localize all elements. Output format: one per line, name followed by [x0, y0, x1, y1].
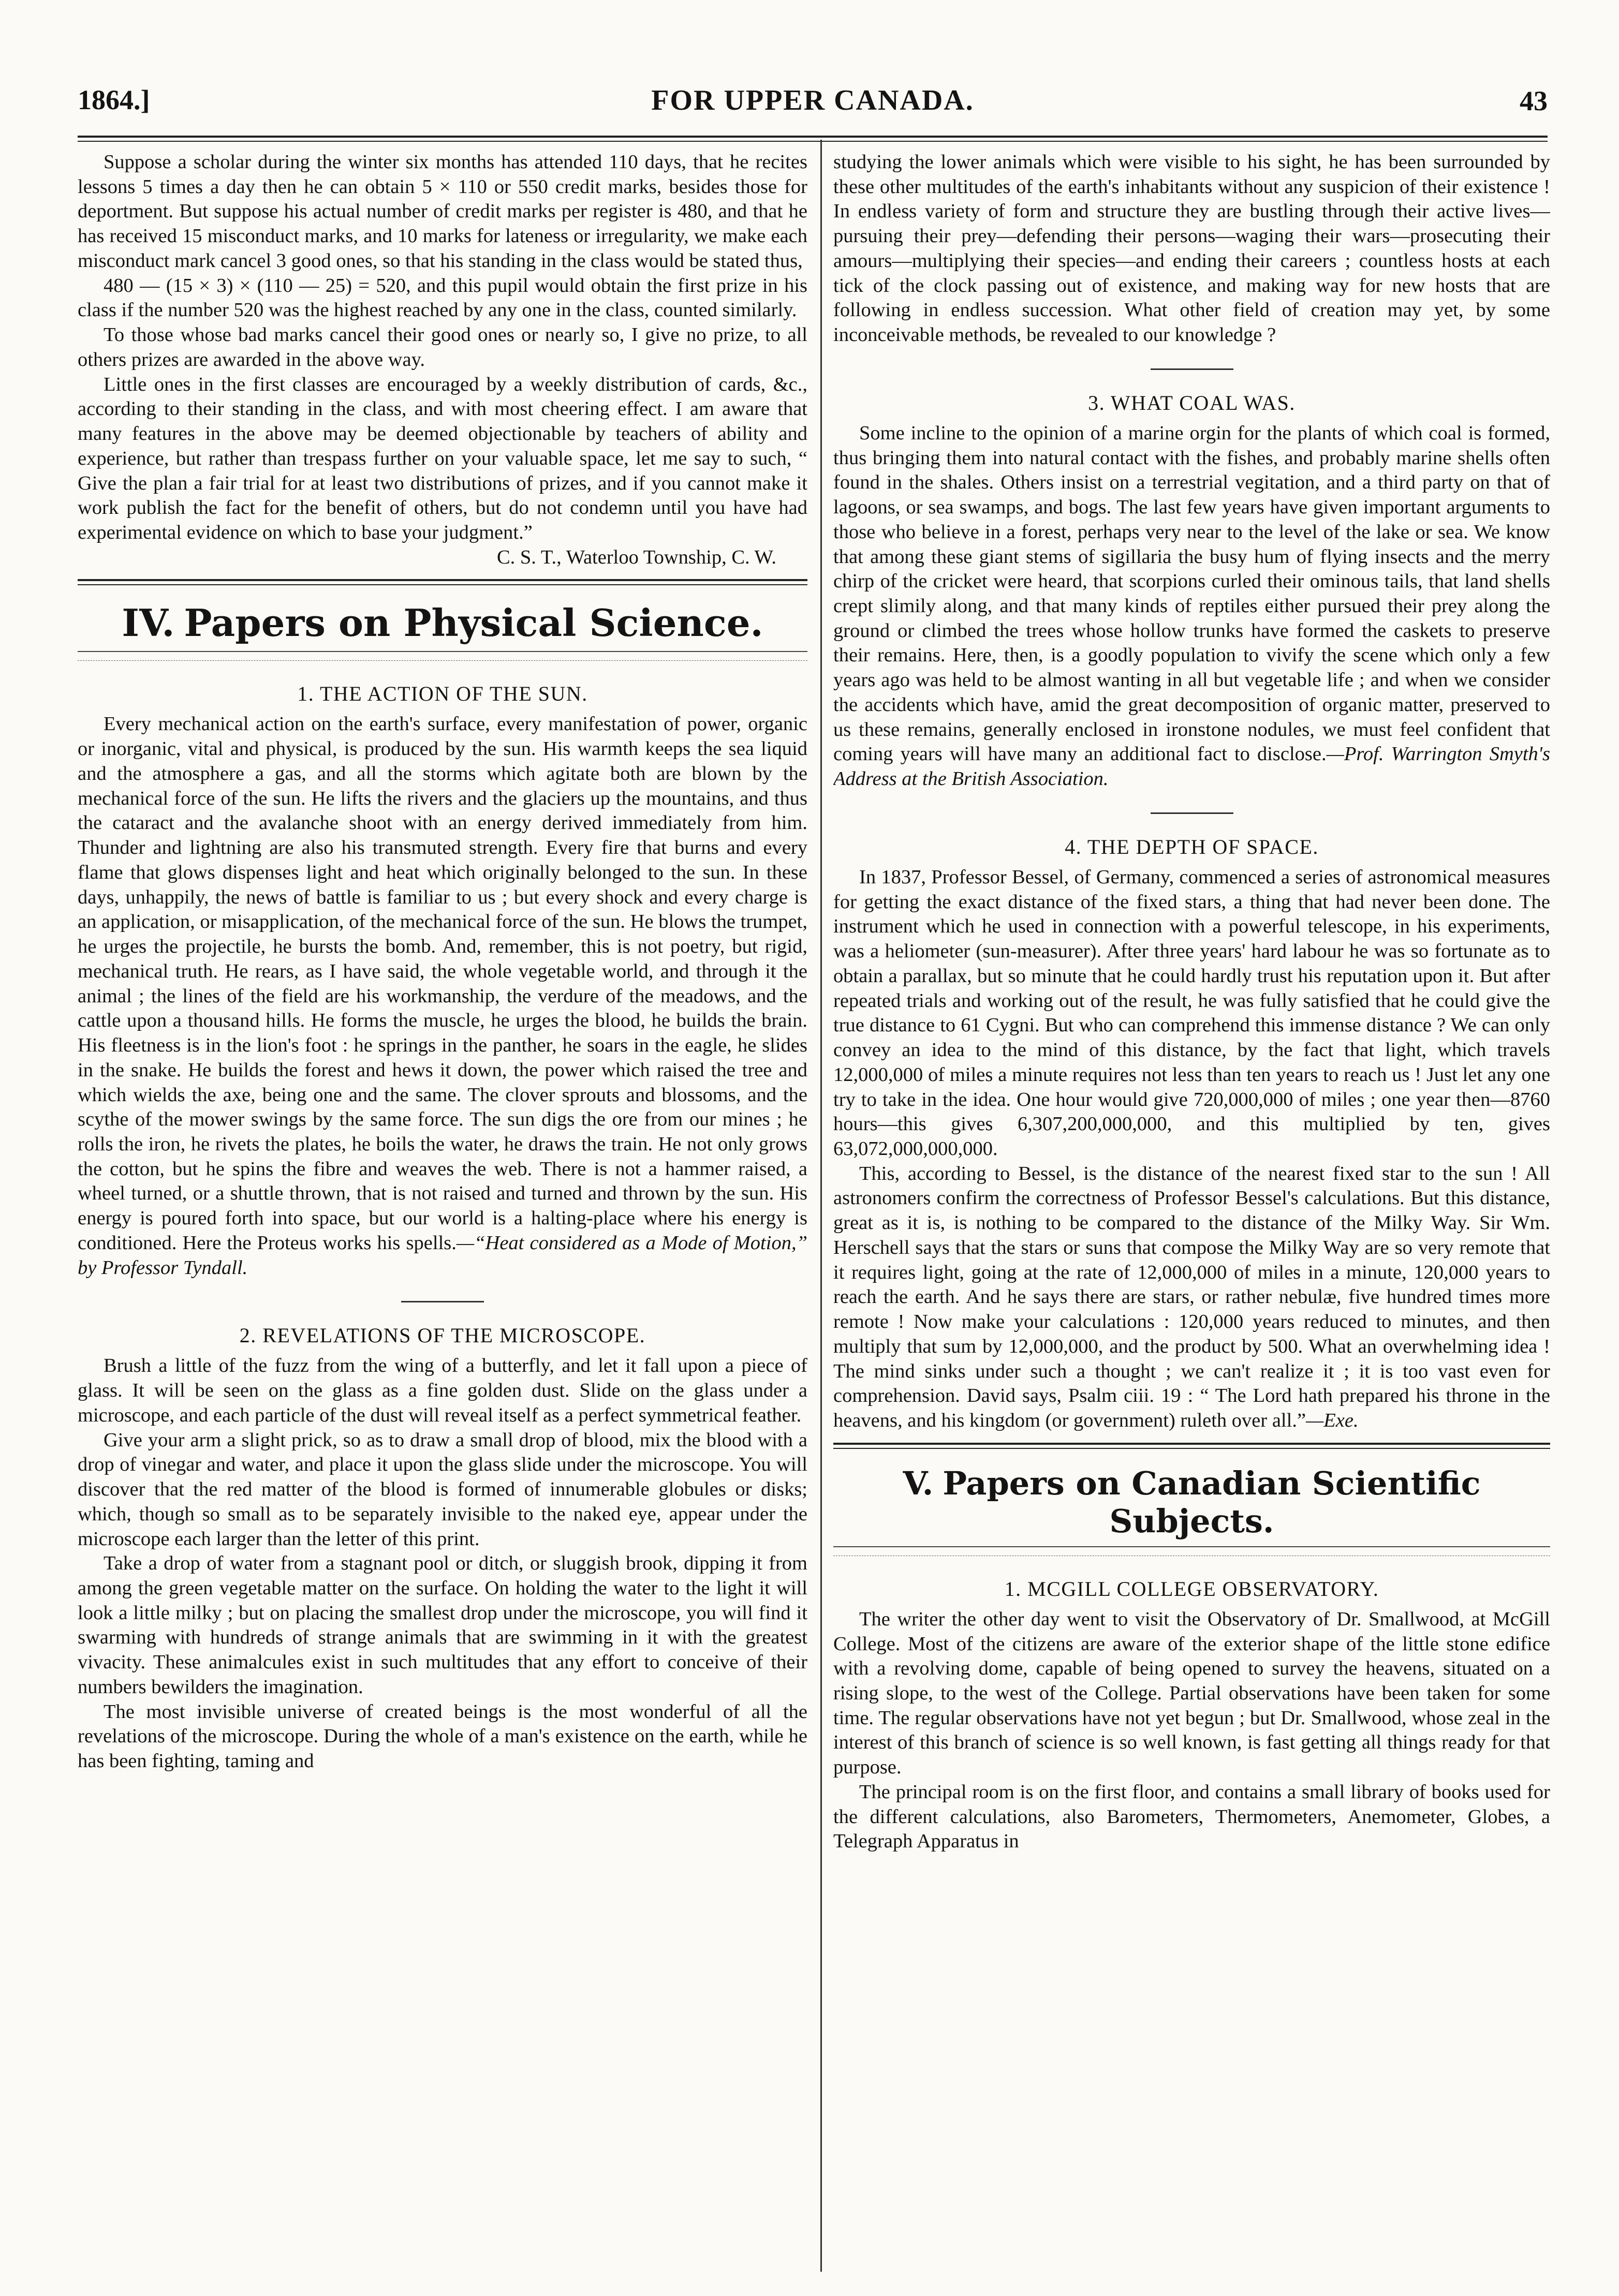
article-title: 3. WHAT COAL WAS. — [1088, 391, 1296, 414]
paragraph: The writer the other day went to visit the Observatory of Dr. Smallwood, at McGill College. Most of the citizens are aware of the exterior shape of the little stone edifice with a revolving dome, capable of being opened to survey the heavens, situated on a rising slope, to the west of the College. Partial observations have been taken for some time. The regular observations have not yet begun ; but Dr. Smallwood, whose zeal in the interest of this branch of science is so well known, is fast getting all things ready for that purpose. — [833, 1608, 1550, 1779]
paragraph: Give your arm a slight prick, so as to draw a small drop of blood, mix the blood with a drop of vinegar and water, and place it upon the glass slide under the microscope. You will discover that the red matter of the blood is formed of innumerable globules or disks; which, though so small as to be separately invisible to the naked eye, appear under the microscope each larger than the letter of this print. — [78, 1429, 807, 1550]
paragraph: The principal room is on the first floor, and contains a small library of books used for the different calculations, also Barometers, Thermometers, Anemometer, Globes, a Telegraph Apparatus in — [833, 1781, 1550, 1853]
section-divider — [833, 1443, 1550, 1449]
paragraph: In 1837, Professor Bessel, of Germany, commenced a series of astronomical measures for getting the exact distance of the fixed stars, a thing that had never been done. The instrument which he used in connection with a powerful telescope, in his experiments, was a heliometer (sun-measurer). After three years' hard labour he was so fortunate as to obtain a parallax, but so minute that he could hardly trust his reputation upon it. But after repeated trials and working out of the result, he was fully satisfied that he could give the true distance to 61 Cygni. But who can comprehend this immense distance ? We can only convey an idea to the mind of this distance, by the fact that light, which travels 12,000,000 of miles a minute requires not less than ten years to reach us ! Just let any one try to take in the idea. One hour would give 720,000,000 of miles ; one year then—8760 hours—this gives 6,307,200,000,000, and this multiplied by ten, gives 63,072,000,000,000. — [833, 866, 1550, 1160]
letter-signature: C. S. T., Waterloo Township, C. W. — [496, 546, 776, 568]
part-heading — [833, 1464, 1550, 1540]
paragraph: To those whose bad marks cancel their good ones or nearly so, I give no prize, to all others prizes are awarded in the above way. — [78, 324, 807, 371]
paragraph: Little ones in the first classes are encouraged by a weekly distribution of cards, &c., according to their standing in the class, and with most cheering effect. I am aware that many features in the above may be deemed objectionable by teachers of ability and experience, but rather than trespass further on your valuable space, let me say to such, “ Give the plan a fair trial for at least two distributions of prizes, and if you cannot make it work publish the fact for the benefit of others, but do not condemn until you have had experimental evidence on which to base your judgment.” — [78, 373, 807, 544]
attribution: —Exe. — [1306, 1410, 1359, 1432]
part-heading — [78, 601, 807, 645]
article-title: 1. THE ACTION OF THE SUN. — [297, 682, 588, 706]
article-body — [833, 1162, 1550, 1433]
page-number: 43 — [1520, 85, 1548, 116]
part-title: Papers on Physical Science. — [184, 601, 763, 645]
part-numeral: IV. — [122, 601, 175, 645]
paragraph-text: This, according to Bessel, is the distance of the nearest fixed star to the sun ! All astronomers confirm the correctness of Professor Bessel's calculations. But this distance, great as it is, is nothing to be compared to the distance of the Milky Way. Sir Wm. Herschell says that the stars or suns that compose the Milky Way are so very remote that it requires light, going at the rate of 12,000,000 of miles in a minute, 120,000 years to reach the earth. And he says there are stars, or rather nebulæ, five hundred times more remote ! Now make your calculations : 120,000 years reduced to minutes, and then multiply that sum by 12,000,000, and the product by 500. What an overwhelming idea ! The mind sinks under such a thought ; we can't realize it ; it is too vast even for comprehension. David says, Psalm ciii. 19 : “ The Lord hath prepared his throne in the heavens, and his kingdom (or government) ruleth over all.” — [833, 1162, 1550, 1432]
paragraph-text: Some incline to the opinion of a marine orgin for the plants of which coal is formed, thus bringing them into natural contact with the fishes, and probably marine shells often found in the shales. Others insist on a terrestrial vegitation, and a third party on that of lagoons, or sea swamps, and bogs. The last few years have given important arguments to those who believe in a forest, perhaps very near to the level of the lake or sea. We know that among these giant stems of sigillaria the busy hum of flying insects and the merry chirp of the cricket were heard, that scorpions curled their ominous tails, that land shells crept slimily along, and that many kinds of reptiles either pursued their prey along the ground or climbed the trees whose hollow trunks have formed the caskets to preserve their remains. Here, then, is a goodly population to vivify the scene which only a few years ago was held to be almost wanting in all but vegetable life ; and when we consider the accidents which have, amid the great decomposition of organic matter, preserved to us these remains, generally enclosed in ironstone nodules, we must feel confident that coming years will have many an additional fact to disclose. — [833, 422, 1550, 765]
formula-paragraph: 480 — (15 × 3) × (110 — 25) = 520, and this pupil would obtain the first prize in his class if the number 520 was the highest reached by any one in the class, counted similarly. — [78, 274, 807, 321]
paragraph: Take a drop of water from a stagnant pool or ditch, or sluggish brook, dipping it from among the green vegetable matter on the surface. On holding the water to the light it will look a little milky ; but on placing the smallest drop under the microscope, you will find it swarming with hundreds of strange animals that are swimming in it with the greatest vivacity. These animalcules exist in such multitudes that any effort to conceive of their numbers bewilders the imagination. — [78, 1552, 807, 1698]
paragraph: Suppose a scholar during the winter six months has attended 110 days, that he recites lessons 5 times a day then he can obtain 5 × 110 or 550 credit marks, besides those for deportment. But suppose his actual number of credit marks per register is 480, and that he has received 15 misconduct marks, and 10 marks for lateness or irregularity, we make each misconduct mark cancel 3 good ones, so that his standing in the class would be stated thus, — [78, 151, 807, 272]
mini-rule — [1151, 812, 1233, 814]
paragraph: Brush a little of the fuzz from the wing of a butterfly, and let it fall upon a piece of glass. It will be seen on the glass as a fine golden dust. Slide on the glass under a microscope, and each particle of the dust will reveal itself as a perfect symmetrical feather. — [78, 1355, 807, 1426]
article-body — [78, 712, 807, 1280]
header-rule-top — [78, 136, 1548, 138]
attribution: —Prof. Warrington Smyth's Address at the British Association. — [833, 743, 1550, 790]
mini-rule — [1151, 368, 1233, 370]
header-rule-bottom — [78, 141, 1548, 142]
article-title: 1. MCGILL COLLEGE OBSERVATORY. — [1004, 1577, 1379, 1601]
paragraph-text: Every mechanical action on the earth's surface, every manifestation of power, organic or inorganic, vital and physical, is produced by the sun. His warmth keeps the sea liquid and the atmosphere a gas, and all the storms which agitate both are blown by the mechanical force of the sun. He lifts the rivers and the glaciers up the mountains, and thus the cataract and the avalanche shoot with an energy derived immediately from him. Thunder and lightning are also his transmuted strength. Every fire that burns and every flame that glows dispenses light and heat which originally belonged to the sun. In these days, unhappily, the news of battle is familiar to us ; but every shock and every charge is an application, or misapplication, of the mechanical force of the sun. He blows the trumpet, he urges the projectile, he bursts the bomb. And, remember, this is not poetry, but rigid, mechanical truth. He rears, as I have said, the whole vegetable world, and through it the animal ; the lines of the field are his workmanship, the verdure of the meadows, and the cattle upon a thousand hills. He forms the muscle, he urges the blood, he builds the brain. His fleetness is in the lion's foot : he springs in the panther, he soars in the eagle, he slides in the snake. He builds the forest and hews it down, the power which raised the tree and which wields the axe, being one and the same. The clover sprouts and blossoms, and the scythe of the mower swings by the same force. The sun digs the ore from our mines ; he rolls the iron, he rivets the plates, he boils the water, he draws the train. He not only grows the cotton, but he spins the fibre and weaves the web. There is not a hammer raised, a wheel turned, or a shuttle thrown, that is not raised and turned and thrown by the sun. His energy is poured forth into space, but our world is a halting-place where his energy is conditioned. Here the Proteus works his spells. — [78, 713, 807, 1254]
part-numeral: V. — [903, 1464, 934, 1502]
right-column — [833, 150, 1550, 2272]
column-divider — [820, 140, 822, 2272]
article-title: 2. REVELATIONS OF THE MICROSCOPE. — [239, 1324, 646, 1347]
ornament-rule — [78, 651, 807, 661]
left-column — [78, 150, 807, 2272]
running-title: FOR UPPER CANADA. — [651, 84, 974, 116]
article-body — [833, 421, 1550, 792]
part-title: Papers on Canadian Scientific Subjects. — [943, 1464, 1481, 1540]
section-divider — [78, 579, 807, 585]
mini-rule — [401, 1301, 484, 1302]
paragraph-continued: studying the lower animals which were visible to his sight, he has been surrounded by these other multitudes of the earth's inhabitants without any suspicion of their existence ! In endless variety of form and structure they are bustling through their active lives—pursuing their prey—defending their persons—waging their wars—prosecuting their amours—multiplying their species—and ending their careers ; countless hosts at each tick of the clock passing out of existence, and making way for new hosts that are following in endless succession. What other field of creation may yet, by some inconceivable methods, be revealed to our knowledge ? — [833, 151, 1550, 346]
article-title: 4. THE DEPTH OF SPACE. — [1065, 835, 1319, 858]
ornament-rule — [833, 1546, 1550, 1556]
attribution: —“Heat considered as a Mode of Motion,” by Professor Tyndall. — [78, 1232, 807, 1279]
page-header — [78, 84, 1548, 130]
paragraph: The most invisible universe of created beings is the most wonderful of all the revelations of the microscope. During the whole of a man's existence on the earth, while he has been fighting, taming and — [78, 1700, 807, 1772]
year-label: 1864.] — [78, 84, 150, 115]
